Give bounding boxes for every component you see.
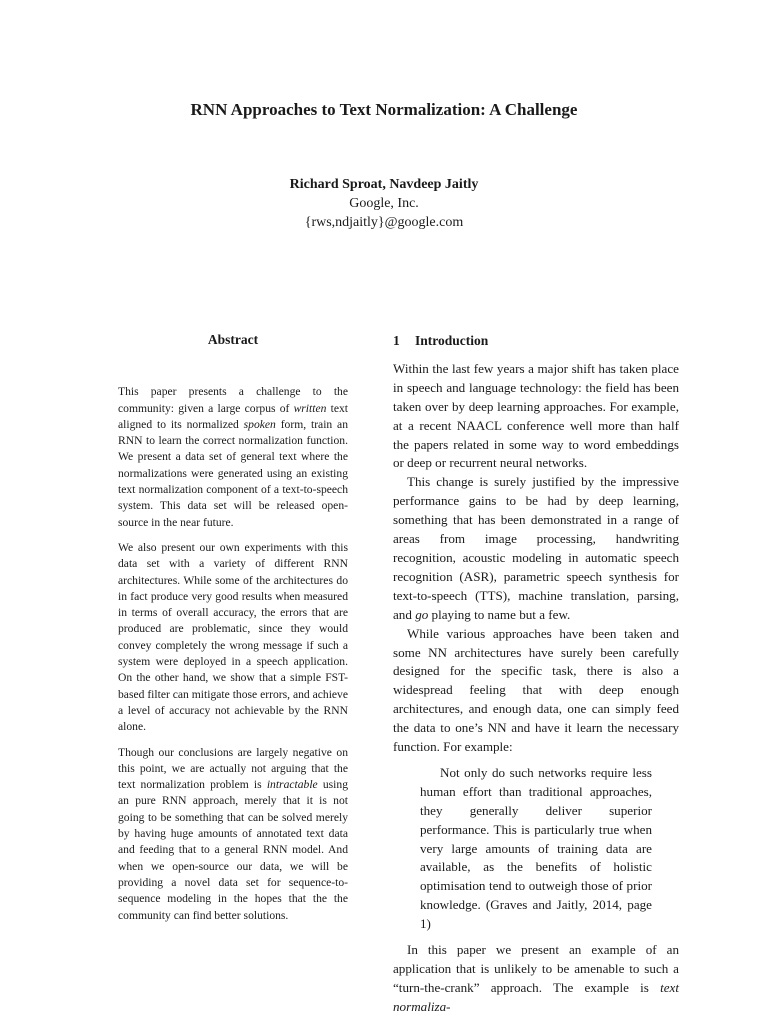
text-run: Though our conclusions are largely negative on this point, we are actually not arguing that the text normalization problem is <box>118 745 348 792</box>
abstract-paragraph-1 <box>118 384 348 531</box>
text-run: playing to name but a few. <box>428 606 571 622</box>
emphasis-go: go <box>415 606 429 622</box>
section-title: Introduction <box>415 333 489 348</box>
emphasis-text-normalization: text normaliza- <box>393 979 679 1014</box>
abstract-paragraph-2: We also present our own experiments with this data set with a variety of different RNN architectures. While some of the architectures do in fact produce very good results when measured in terms of overall accuracy, the errors that are produced are problematic, since they would convey completely the wrong message if such a system were deployed in a speech application. On the other hand, we show that a simple FST-based filter can mitigate those errors, and achieve a level of accuracy not achievable by the RNN alone. <box>118 540 348 734</box>
text-run: text aligned to its normalized <box>118 401 348 431</box>
intro-paragraph-4 <box>393 941 679 1017</box>
emphasis-written: written <box>293 401 327 415</box>
paper-title: RNN Approaches to Text Normalization: A Challenge <box>190 100 578 119</box>
emphasis-intractable: intractable <box>266 778 318 792</box>
authors: Richard Sproat, Navdeep Jaitly <box>289 177 479 192</box>
affiliation: Google, Inc. <box>349 196 419 211</box>
intro-paragraph-3: While various approaches have been taken and some NN architectures have surely been carefully designed for the specific task, there is also a widespread feeling that with deep enough architectures, and enough data, one can simply feed the data to one’s NN and have it learn the necessary function. For example: <box>393 625 679 755</box>
section-heading-introduction <box>393 332 679 351</box>
email: {rws,ndjaitly}@google.com <box>304 215 464 230</box>
right-column <box>393 330 679 1017</box>
section-number: 1 <box>393 333 400 348</box>
text-run: This paper presents a challenge to the community: given a large corpus of <box>118 385 348 415</box>
text-run: using an pure RNN approach, merely that it is not going to be something that can be solved merely by having huge amounts of annotated text data and feeding that to a general RNN model. And when we open-source our data, we will be providing a novel data set for sequence-to-sequence modeling in the hopes that the the community can find better solutions. <box>118 778 348 922</box>
left-column <box>118 330 348 924</box>
intro-paragraph-1: Within the last few years a major shift has taken place in speech and language technology: the field has been taken over by deep learning approaches. For example, at a recent NAACL conference well more than half the papers related in some way to word embeddings or deep or recurrent neural networks. <box>393 360 679 471</box>
text-run: This change is surely justified by the impressive performance gains to be had by deep learning, something that has been demonstrated in a range of areas from image processing, handwriting recognition, acoustic modeling in automatic speech recognition (ASR), parametric speech synthesis for text-to-speech (TTS), machine translation, parsing, and <box>393 474 679 622</box>
text-run: In this paper we present an example of an application that is unlikely to be amenable to such a “turn-the-crank” approach. The example is <box>393 942 679 995</box>
emphasis-spoken: spoken <box>243 417 276 431</box>
block-quote <box>420 764 652 934</box>
intro-paragraph-2 <box>393 473 679 624</box>
abstract-heading: Abstract <box>207 332 259 347</box>
text-run: form, train an RNN to learn the correct normalization function. We present a data set of general text where the normalizations were generated using an existing text normalization component of a text-to-speech system. This data set will be released open-source in the near future. <box>118 417 349 529</box>
abstract-paragraph-3 <box>118 745 348 924</box>
author-block <box>0 175 768 232</box>
quote-text: Not only do such networks require less human effort than traditional approaches, they generally deliver superior performance. This is particularly true when very large amounts of training data are available, as the benefits of holistic optimisation tend to outweigh those of prior knowledge. (Graves and Jaitly, 2014, page 1) <box>420 764 652 932</box>
